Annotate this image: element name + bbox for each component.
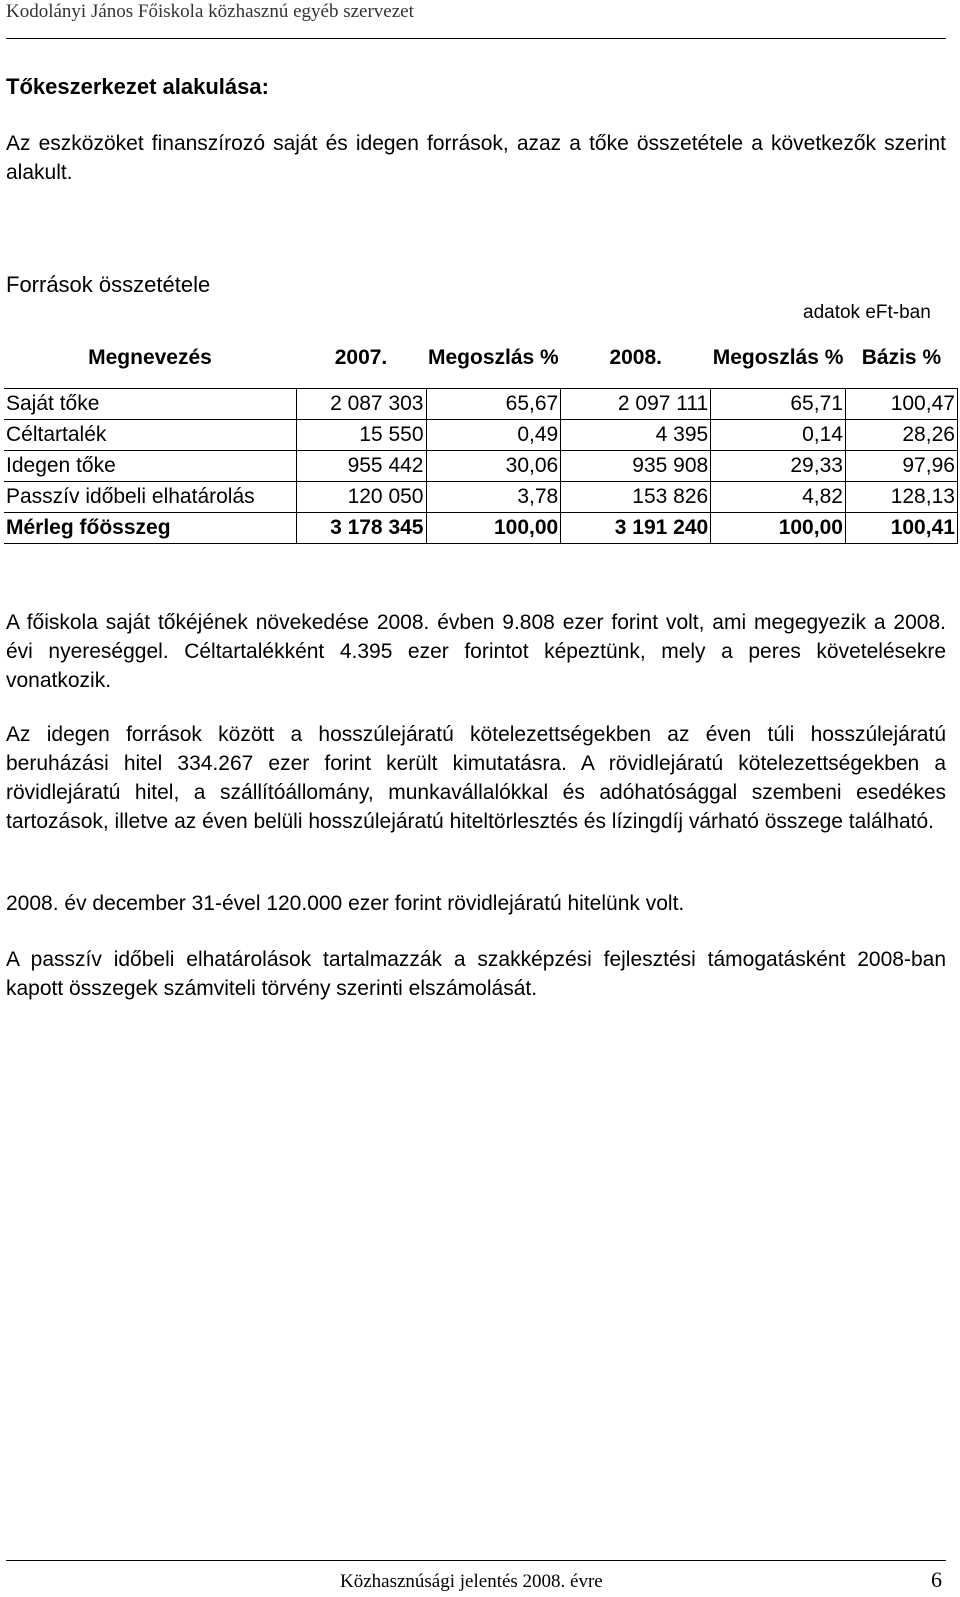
header-megoszlas-2007: Megoszlás %: [428, 345, 559, 369]
header-2008: 2008.: [609, 345, 662, 369]
cell-base: 100,47: [845, 389, 957, 420]
header-bazis: Bázis %: [861, 345, 942, 369]
page-title: Tőkeszerkezet alakulása:: [6, 74, 269, 99]
table-row: [4, 389, 957, 420]
row-label: Saját tőke: [4, 389, 296, 420]
footer-text: Közhasznúsági jelentés 2008. évre: [340, 1571, 603, 1592]
cell-2008: 2 097 111: [561, 389, 711, 420]
cell-2007: 2 087 303: [296, 389, 426, 420]
liabilities-paragraph: Az idegen források között a hosszúlejáratú kötelezettségekben az éven túli hosszúlejáratú beruházási hitel 334.267 ezer forint került kimutatásra. A rövidlejáratú kötelezettségekben a rövidlejáratú hitel, a szállítóállomány, munkavállalókkal és adóhatósággal szembeni esedékes tartozások, illetve az éven belüli hosszúlejáratú hiteltörlesztés és lízingdíj várható összege található.: [6, 723, 946, 833]
table-total-row: [4, 513, 957, 544]
page-header: [6, 0, 946, 39]
intro-paragraph: Az eszközöket finanszírozó saját és idegen források, azaz a tőke összetétele a következők szerint alakult.: [6, 132, 946, 184]
unit-note: adatok eFt-ban: [803, 302, 931, 323]
row-label: Passzív időbeli elhatárolás: [4, 482, 296, 513]
cell-2007: 15 550: [296, 420, 426, 451]
cell-share-2007: 65,67: [426, 389, 561, 420]
table-row: [4, 420, 957, 451]
header-megoszlas-2008: Megoszlás %: [712, 345, 844, 369]
cell-share-2007: 0,49: [426, 420, 561, 451]
header-2007: 2007.: [334, 345, 388, 369]
section-title: Források összetétele: [6, 272, 211, 297]
cell-2008: 4 395: [561, 420, 711, 451]
cell-base: 97,96: [845, 451, 957, 482]
cell-share-2007: 3,78: [426, 482, 561, 513]
cell-share-2008: 29,33: [711, 451, 846, 482]
cell-2007: 955 442: [296, 451, 426, 482]
equity-paragraph: A főiskola saját tőkéjének növekedése 2008. évben 9.808 ezer forint volt, ami megegyezik a 2008. évi nyereséggel. Céltartalékként 4.395 ezer forintot képeztünk, mely a peres követelésekre vonatkozik.: [6, 611, 946, 692]
header-organization: Kodolányi János Főiskola közhasznú egyéb szervezet: [6, 1, 414, 22]
cell-base: 100,41: [845, 513, 957, 544]
table-row: [4, 451, 957, 482]
table-header-row: [4, 326, 957, 389]
cell-base: 128,13: [845, 482, 957, 513]
short-term-loan-paragraph: 2008. év december 31-ével 120.000 ezer forint rövidlejáratú hitelünk volt.: [6, 892, 685, 915]
cell-share-2008: 65,71: [711, 389, 846, 420]
page-footer: [6, 1560, 946, 1597]
sources-table: [4, 326, 958, 544]
cell-share-2008: 4,82: [711, 482, 846, 513]
cell-2008: 3 191 240: [561, 513, 711, 544]
cell-share-2007: 30,06: [426, 451, 561, 482]
row-label: Céltartalék: [4, 420, 296, 451]
row-label: Mérleg főösszeg: [4, 513, 296, 544]
cell-2008: 153 826: [561, 482, 711, 513]
cell-2007: 3 178 345: [296, 513, 426, 544]
cell-base: 28,26: [845, 420, 957, 451]
cell-2007: 120 050: [296, 482, 426, 513]
cell-share-2008: 100,00: [711, 513, 846, 544]
deferrals-paragraph: A passzív időbeli elhatárolások tartalmazzák a szakképzési fejlesztési támogatásként 2008-ban kapott összegek számviteli törvény szerinti elszámolását.: [6, 948, 946, 1000]
page-number: 6: [931, 1567, 942, 1592]
row-label: Idegen tőke: [4, 451, 296, 482]
cell-share-2008: 0,14: [711, 420, 846, 451]
header-megnevezes: Megnevezés: [88, 345, 212, 369]
table-row: [4, 482, 957, 513]
cell-share-2007: 100,00: [426, 513, 561, 544]
cell-2008: 935 908: [561, 451, 711, 482]
